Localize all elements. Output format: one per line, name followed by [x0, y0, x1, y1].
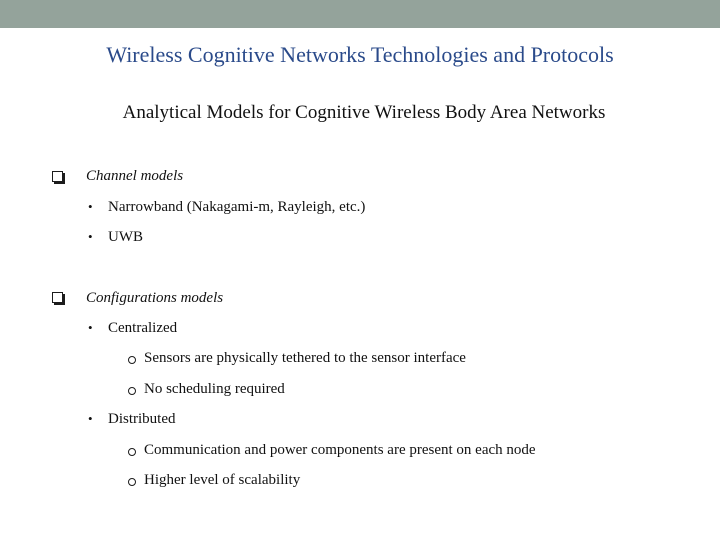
sub-list-item: Communication and power components are present on each node [144, 442, 536, 458]
slide-title: Wireless Cognitive Networks Technologies and Protocols [106, 42, 614, 67]
slide-subtitle: Analytical Models for Cognitive Wireless Body Area Networks [122, 102, 606, 123]
sub-list-item: Sensors are physically tethered to the sensor interface [144, 350, 466, 366]
checkbox-bullet-icon [52, 292, 63, 303]
bullet-dot-icon: • [88, 199, 93, 214]
list-item: UWB [108, 229, 143, 245]
bullet-dot-icon: • [88, 411, 93, 426]
list-item: Distributed [108, 411, 176, 427]
circle-bullet-icon [128, 478, 136, 486]
sub-list-item: Higher level of scalability [144, 472, 301, 488]
checkbox-bullet-icon [52, 171, 63, 182]
circle-bullet-icon [128, 356, 136, 364]
bullet-dot-icon: • [88, 320, 93, 335]
section-heading: Channel models [86, 168, 184, 184]
sub-list-item: No scheduling required [144, 381, 285, 397]
circle-bullet-icon [128, 387, 136, 395]
top-bar [0, 0, 720, 28]
list-item: Narrowband (Nakagami-m, Rayleigh, etc.) [108, 199, 366, 215]
section-heading: Configurations models [86, 290, 224, 306]
circle-bullet-icon [128, 448, 136, 456]
bullet-dot-icon: • [88, 229, 93, 244]
list-item: Centralized [108, 320, 178, 336]
